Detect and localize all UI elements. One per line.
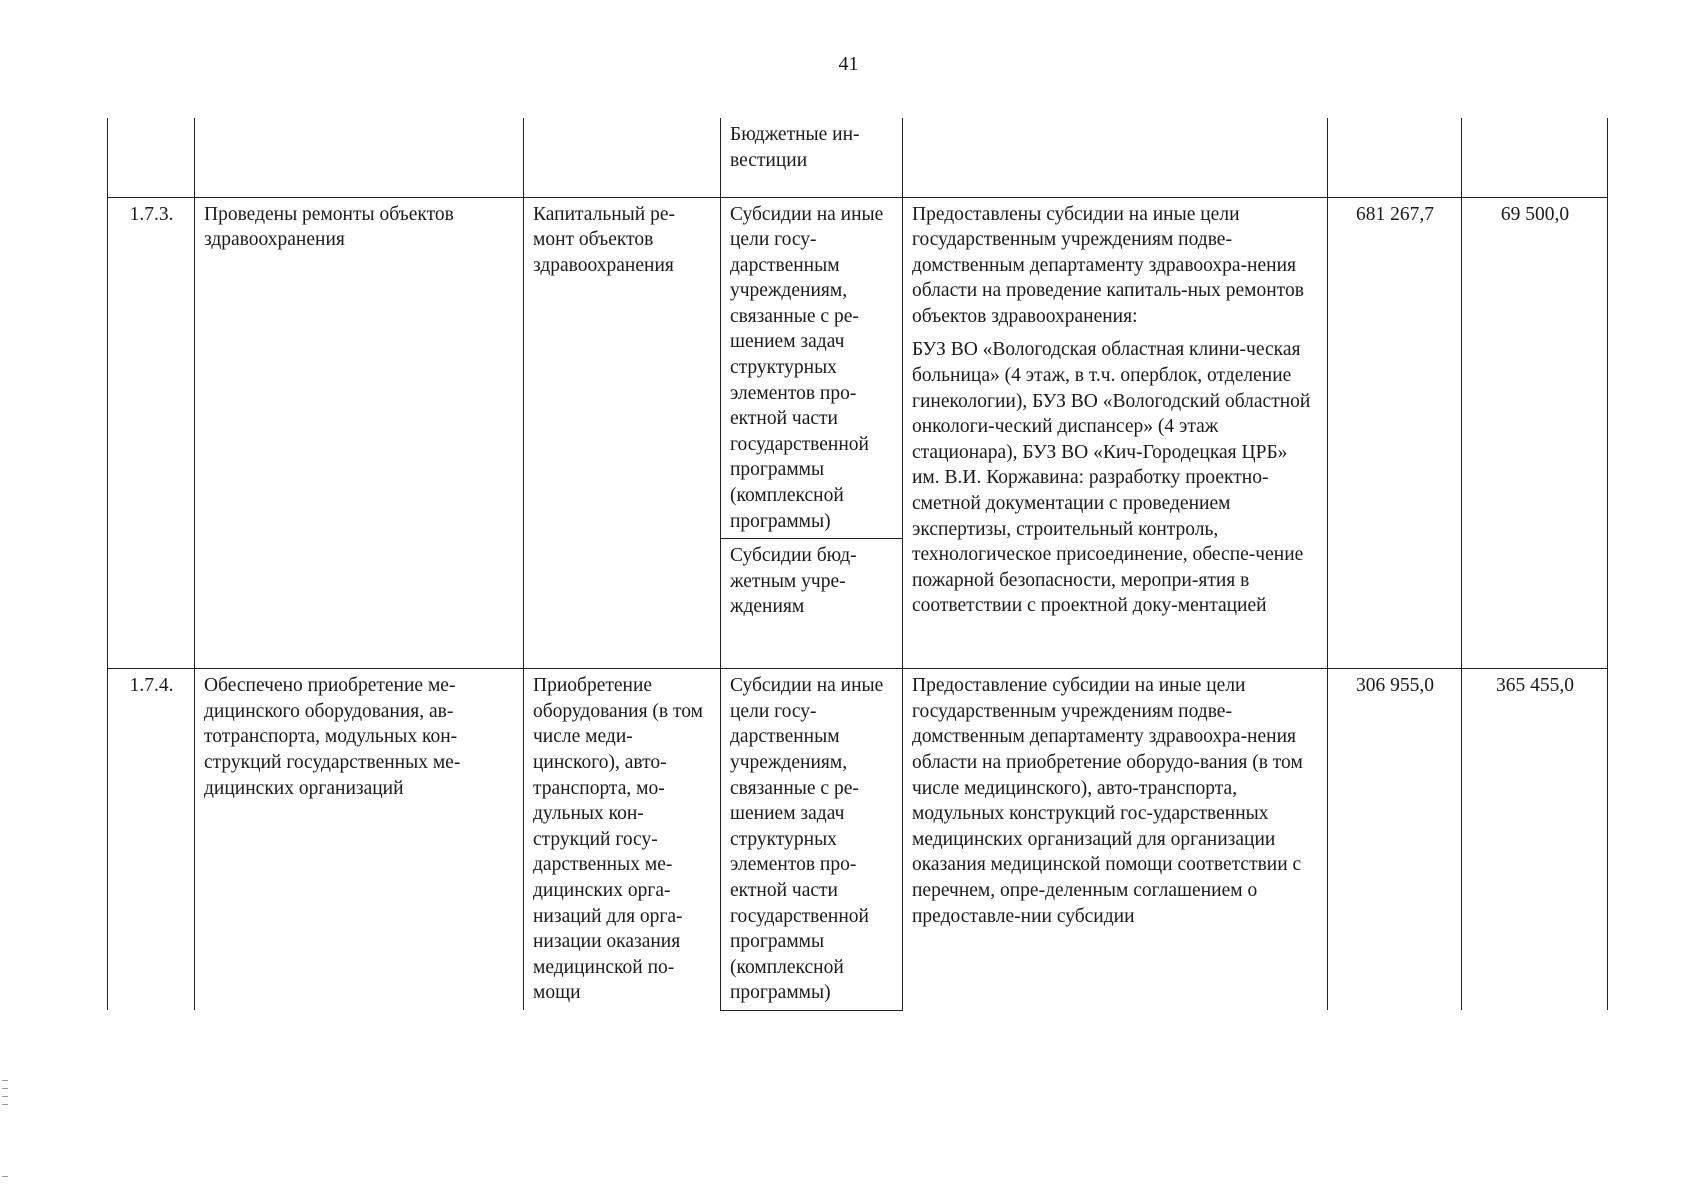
- description-paragraph: Предоставлены субсидии на иные цели государственным учреждениям подве-домственным департаменту здравоохра-нения области на проведение капиталь-ных ремонтов объектов здравоохранения:: [912, 203, 1304, 327]
- description-cell: [903, 669, 1328, 1011]
- number-cell: [108, 118, 195, 197]
- description-cell: [903, 118, 1328, 197]
- result-cell: [195, 669, 524, 1011]
- value-2-cell: 365 455,0: [1462, 669, 1608, 1011]
- scan-artifact: [2, 1176, 8, 1177]
- number-cell: 1.7.3.: [108, 197, 195, 669]
- funding-type-cell: [721, 669, 903, 1011]
- funding-type-text: Субсидии на иные цели госу-дарственным учреждениям, связанные с ре-шением задач структурных элементов про-ектной части государственной программы (комплексной программы): [730, 203, 884, 532]
- value-1-cell: 306 955,0: [1328, 669, 1462, 1011]
- funding-type-cell: [721, 539, 903, 669]
- description-paragraph: БУЗ ВО «Вологодская областная клини-ческая больница» (4 этаж, в т.ч. оперблок, отделение гинекологии), БУЗ ВО «Вологодский областной онкологи-ческий диспансер» (4 этаж стационара), БУЗ ВО «Кич-Городецкая ЦРБ» им. В.И. Коржавина: разработку проектно-сметной документации с проведением экспертизы, строительный контроль, технологическое присоединение, обеспе-чение пожарной безопасности, меропри-ятия в соответствии с проектной доку-ментацией: [912, 339, 1311, 617]
- result-text: Обеспечено приобретение ме-дицинского оборудования, ав-тотранспорта, модульных кон-струкций государственных ме-дицинских организаций: [204, 675, 461, 799]
- activity-text: Приобретение оборудования (в том числе меди-цинского), авто-транспорта, мо-дульных кон-струкций госу-дарственных ме-дицинских орга-низаций для орга-низации оказания медицинской по-мощи: [533, 675, 703, 1004]
- activity-cell: [524, 197, 721, 669]
- result-text: Проведены ремонты объектов здравоохранения: [204, 203, 454, 251]
- scan-artifact: [2, 1088, 8, 1089]
- value-2-cell: 69 500,0: [1462, 197, 1608, 669]
- table-row: [108, 669, 1608, 1011]
- description-paragraph: Предоставление субсидии на иные цели государственным учреждениям подве-домственным департаменту здравоохра-нения области на приобретение оборудо-вания (в том числе медицинского), авто-транспорта, модульных конструкций гос-ударственных медицинских организаций для организации оказания медицинской помощи соответствии с перечнем, опре-деленным соглашением о предоставле-нии субсидии: [912, 675, 1303, 927]
- funding-type-text: Субсидии на иные цели госу-дарственным учреждениям, связанные с ре-шением задач структурных элементов про-ектной части государственной программы (комплексной программы): [730, 675, 884, 1004]
- funding-type-cell: [721, 118, 903, 197]
- table-row-continuation: [108, 118, 1608, 197]
- value-1-cell: 681 267,7: [1328, 197, 1462, 669]
- scan-artifact: [2, 1096, 8, 1097]
- funding-type-text: Субсидии бюд-жетным учре-ждениям: [730, 545, 857, 618]
- funding-type-text: Бюджетные ин-вестиции: [730, 124, 860, 171]
- funding-type-cell: [721, 197, 903, 539]
- result-cell: [195, 197, 524, 669]
- table-row: [108, 197, 1608, 539]
- page-number: 41: [838, 53, 859, 75]
- result-cell: [195, 118, 524, 197]
- description-cell: [903, 197, 1328, 669]
- value-1-cell: [1328, 118, 1462, 197]
- activity-text: Капитальный ре-монт объектов здравоохранения: [533, 203, 675, 276]
- program-activities-table: [107, 118, 1608, 1011]
- number-cell: 1.7.4.: [108, 669, 195, 1011]
- activity-cell: [524, 669, 721, 1011]
- value-2-cell: [1462, 118, 1608, 197]
- scan-artifact: [2, 1080, 8, 1081]
- scan-artifact: [2, 1104, 8, 1105]
- activity-cell: [524, 118, 721, 197]
